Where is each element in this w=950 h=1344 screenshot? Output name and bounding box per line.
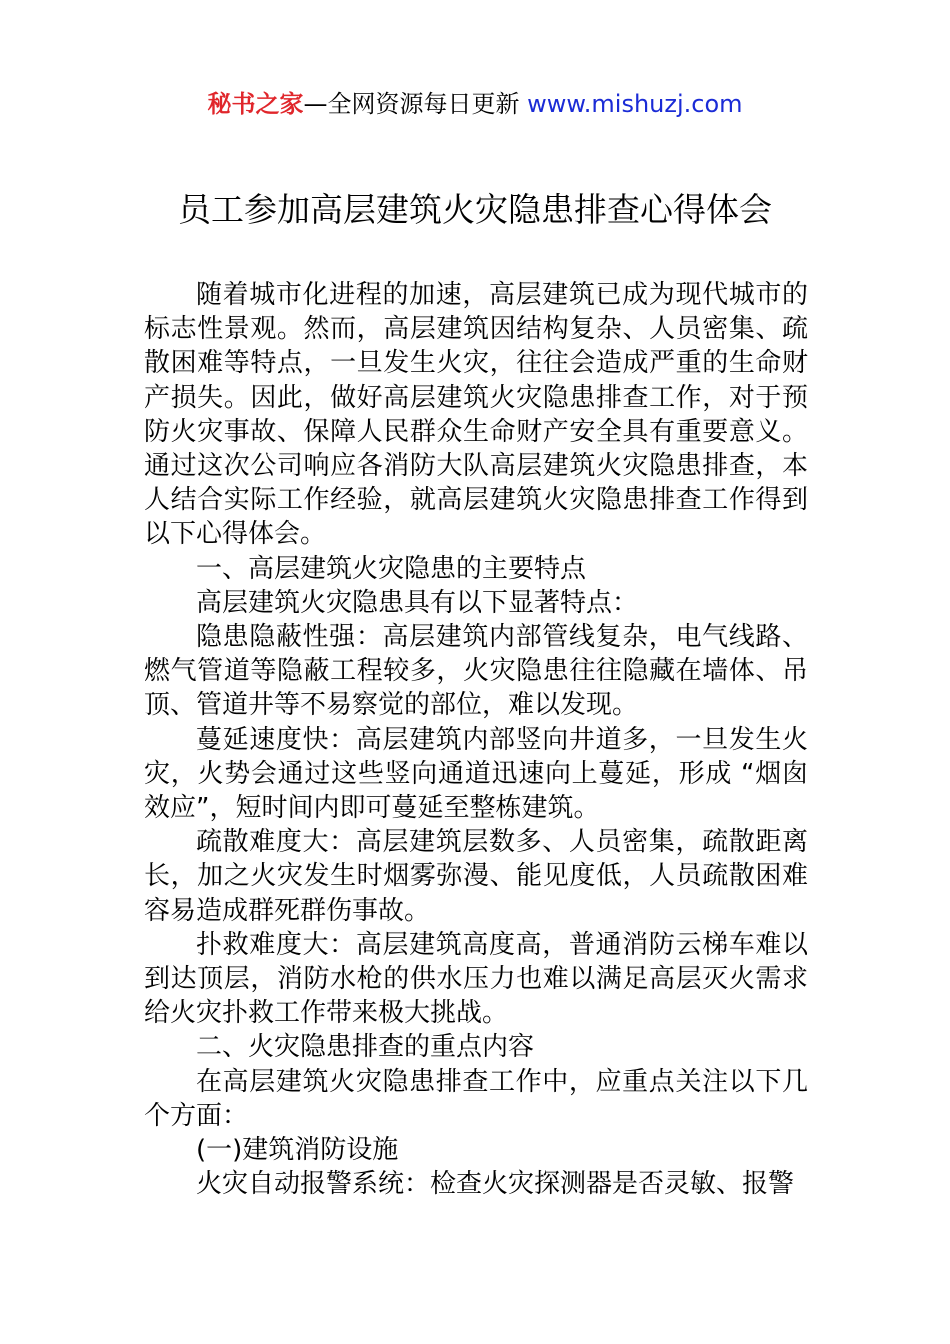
paragraph-inspection-lead: 在高层建筑火灾隐患排查工作中，应重点关注以下几个方面： [144, 1066, 808, 1131]
subsection-heading-1: (一)建筑消防设施 [196, 1135, 399, 1166]
section-heading-1: 一、高层建筑火灾隐患的主要特点 [196, 553, 587, 584]
paragraph-features-lead: 高层建筑火灾隐患具有以下显著特点： [196, 587, 639, 618]
paragraph-intro: 随着城市化进程的加速，高层建筑已成为现代城市的标志性景观。然而，高层建筑因结构复杂、人员密集、疏散困难等特点，一旦发生火灾，往往会造成严重的生命财产损失。因此，做好高层建筑火灾隐患排查工作，对于预防火灾事故、保障人民群众生命财产安全具有重要意义。通过这次公司响应各消防大队高层建筑火灾隐患排查，本人结合实际工作经验，就高层建筑火灾隐患排查工作得到以下心得体会。 [144, 280, 808, 550]
paragraph-feature-evacuation: 疏散难度大：高层建筑层数多、人员密集，疏散距离长，加之火灾发生时烟雾弥漫、能见度低，人员疏散困难容易造成群死群伤事故。 [144, 827, 808, 926]
site-slogan: —全网资源每日更新 [303, 90, 528, 118]
paragraph-feature-rescue: 扑救难度大：高层建筑高度高，普通消防云梯车难以到达顶层，消防水枪的供水压力也难以满足高层灭火需求给火灾扑救工作带来极大挑战。 [144, 929, 808, 1029]
site-header [0, 86, 950, 122]
paragraph-feature-hidden: 隐患隐蔽性强：高层建筑内部管线复杂，电气线路、燃气管道等隐蔽工程较多，火灾隐患往往隐藏在墙体、吊顶、管道井等不易察觉的部位，难以发现。 [144, 622, 808, 721]
document-title: 员工参加高层建筑火灾隐患排查心得体会 [178, 190, 772, 229]
paragraph-alarm-system: 火灾自动报警系统：检查火灾探测器是否灵敏、报警 [196, 1169, 795, 1200]
section-heading-2: 二、火灾隐患排查的重点内容 [196, 1032, 535, 1063]
paragraph-feature-spread: 蔓延速度快：高层建筑内部竖向井道多，一旦发生火灾，火势会通过这些竖向通道迅速向上蔓延，形成 “烟囱效应”，短时间内即可蔓延至整栋建筑。 [144, 724, 808, 824]
site-url-link[interactable]: www.mishuzj.com [527, 90, 743, 118]
site-brand: 秘书之家 [207, 90, 304, 118]
document-body [144, 278, 808, 1201]
